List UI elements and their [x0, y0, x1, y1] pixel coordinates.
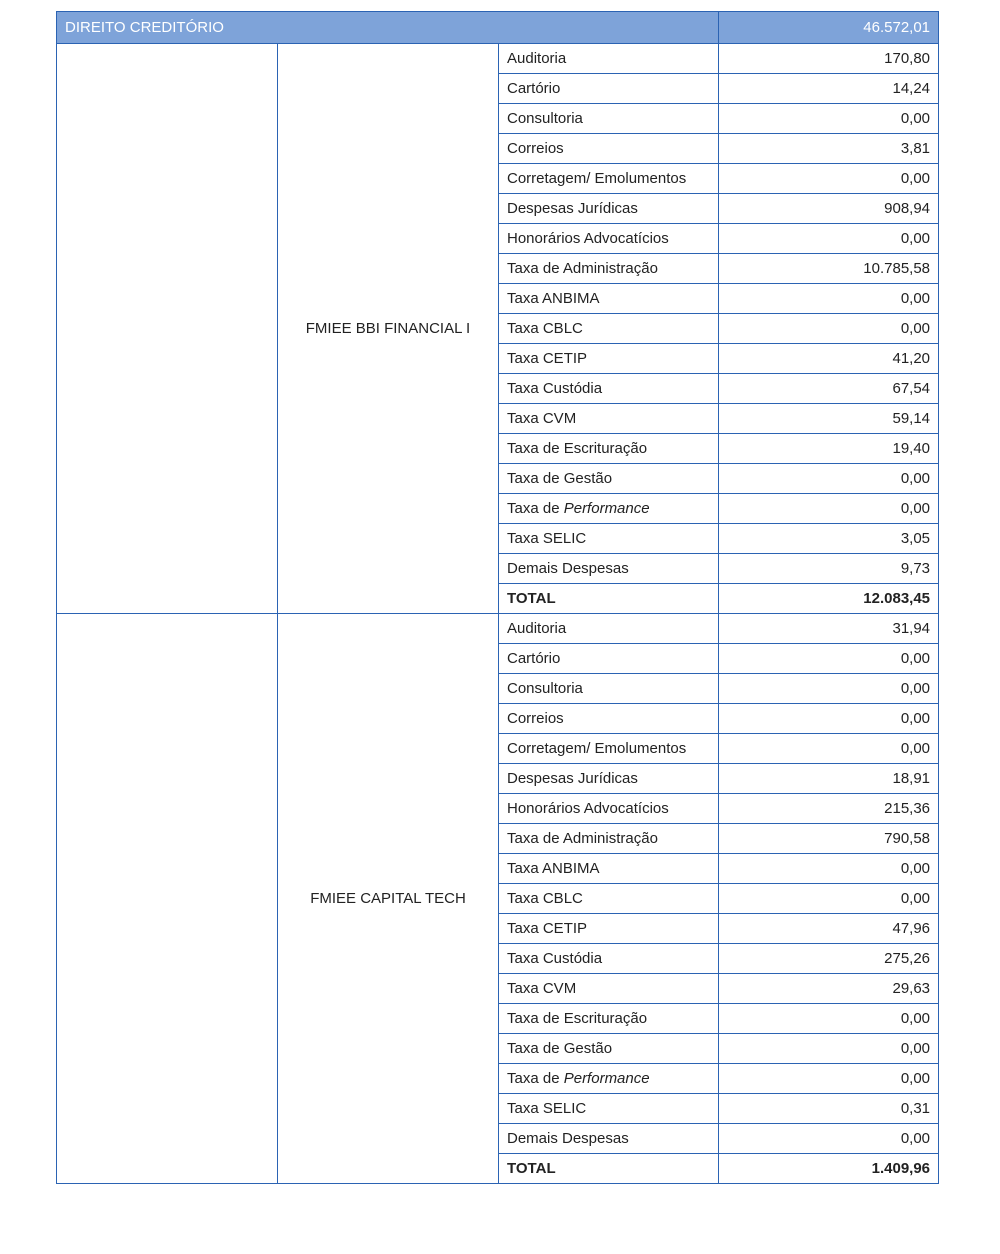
- expense-value: 0,00: [719, 464, 939, 494]
- expense-label: [499, 824, 719, 854]
- expense-label-text: Consultoria: [507, 680, 583, 697]
- expense-value: 0,00: [719, 164, 939, 194]
- group-blank-cell: [57, 614, 278, 1184]
- expense-label-text: Taxa ANBIMA: [507, 860, 600, 877]
- expense-value: 29,63: [719, 974, 939, 1004]
- expense-label: [499, 974, 719, 1004]
- expense-label-text: Taxa Custódia: [507, 380, 603, 397]
- expense-label-text: Taxa SELIC: [507, 530, 587, 547]
- expense-label-text: Taxa CETIP: [507, 920, 588, 937]
- expense-value: 0,31: [719, 1094, 939, 1124]
- expense-value: 9,73: [719, 554, 939, 584]
- expense-label: [499, 794, 719, 824]
- expense-label-text: Taxa SELIC: [507, 1100, 587, 1117]
- expense-value: 215,36: [719, 794, 939, 824]
- expense-value: 0,00: [719, 1004, 939, 1034]
- expense-value: 41,20: [719, 344, 939, 374]
- table-body: [57, 12, 939, 1184]
- expense-value: 3,05: [719, 524, 939, 554]
- expense-label: [499, 344, 719, 374]
- expense-value: 0,00: [719, 1034, 939, 1064]
- expense-label-text: Honorários Advocatícios: [507, 230, 669, 247]
- expense-label-text: Taxa de: [507, 500, 564, 517]
- expense-label: [499, 1094, 719, 1124]
- expense-label: [499, 884, 719, 914]
- expense-label-text: Corretagem/ Emolumentos: [507, 740, 687, 757]
- expense-label-emphasis: Performance: [563, 1070, 650, 1087]
- total-value: 12.083,45: [719, 584, 939, 614]
- expense-label: [499, 434, 719, 464]
- table-row: [57, 44, 939, 74]
- total-label: TOTAL: [499, 584, 719, 614]
- expense-value: 0,00: [719, 1064, 939, 1094]
- expense-label: [499, 374, 719, 404]
- expense-label: [499, 914, 719, 944]
- fund-name: FMIEE CAPITAL TECH: [278, 614, 499, 1184]
- expense-label-text: Correios: [507, 710, 564, 727]
- header-title: DIREITO CREDITÓRIO: [57, 12, 719, 44]
- expense-label: [499, 224, 719, 254]
- expense-value: 0,00: [719, 494, 939, 524]
- expense-label: [499, 674, 719, 704]
- expense-label-text: Demais Despesas: [507, 560, 629, 577]
- expense-label: [499, 734, 719, 764]
- header-value: 46.572,01: [719, 12, 939, 44]
- expense-value: 790,58: [719, 824, 939, 854]
- expense-label-text: Taxa CVM: [507, 980, 577, 997]
- expense-label-text: Taxa de Escrituração: [507, 440, 648, 457]
- expense-label-text: Taxa CBLC: [507, 890, 583, 907]
- credit-rights-table: [56, 11, 939, 1184]
- expense-label-text: Taxa de Gestão: [507, 1040, 613, 1057]
- expense-label: [499, 164, 719, 194]
- expense-label-text: Taxa Custódia: [507, 950, 603, 967]
- expense-label: [499, 194, 719, 224]
- expense-value: 0,00: [719, 314, 939, 344]
- expense-label-text: Taxa de Administração: [507, 260, 658, 277]
- expense-value: 170,80: [719, 44, 939, 74]
- expense-label-text: Taxa CVM: [507, 410, 577, 427]
- expense-value: 59,14: [719, 404, 939, 434]
- expense-label-text: Cartório: [507, 650, 561, 667]
- expense-label: [499, 854, 719, 884]
- header-row: [57, 12, 939, 44]
- expense-value: 0,00: [719, 674, 939, 704]
- expense-value: 31,94: [719, 614, 939, 644]
- expense-label: [499, 74, 719, 104]
- expense-label-text: Taxa de Escrituração: [507, 1010, 648, 1027]
- expense-value: 10.785,58: [719, 254, 939, 284]
- expense-value: 0,00: [719, 854, 939, 884]
- total-label: TOTAL: [499, 1154, 719, 1184]
- expense-label-text: Corretagem/ Emolumentos: [507, 170, 687, 187]
- expense-label: [499, 614, 719, 644]
- expense-label-text: Taxa de Gestão: [507, 470, 613, 487]
- expense-value: 67,54: [719, 374, 939, 404]
- expense-value: 0,00: [719, 884, 939, 914]
- expense-label-text: Consultoria: [507, 110, 583, 127]
- expense-value: 0,00: [719, 1124, 939, 1154]
- expense-label-text: Auditoria: [507, 50, 567, 67]
- expense-label: [499, 764, 719, 794]
- expense-label-text: Auditoria: [507, 620, 567, 637]
- expense-label: [499, 644, 719, 674]
- expense-value: 0,00: [719, 224, 939, 254]
- expense-label-text: Correios: [507, 140, 564, 157]
- expense-value: 0,00: [719, 704, 939, 734]
- expense-label: [499, 524, 719, 554]
- expense-label: [499, 404, 719, 434]
- expense-label: [499, 104, 719, 134]
- expense-label: [499, 284, 719, 314]
- table-row: [57, 614, 939, 644]
- expense-value: 47,96: [719, 914, 939, 944]
- expense-label-text: Taxa CBLC: [507, 320, 583, 337]
- expense-label-text: Taxa de Administração: [507, 830, 658, 847]
- expense-label-text: Honorários Advocatícios: [507, 800, 669, 817]
- expense-value: 19,40: [719, 434, 939, 464]
- expense-label-text: Demais Despesas: [507, 1130, 629, 1147]
- expense-label: [499, 254, 719, 284]
- expense-value: 908,94: [719, 194, 939, 224]
- fund-name: FMIEE BBI FINANCIAL I: [278, 44, 499, 614]
- expense-label: [499, 314, 719, 344]
- expense-label: [499, 1034, 719, 1064]
- expense-label: [499, 704, 719, 734]
- expense-value: 275,26: [719, 944, 939, 974]
- expense-label: [499, 1124, 719, 1154]
- expense-value: 0,00: [719, 734, 939, 764]
- expense-label: [499, 494, 719, 524]
- expense-label: [499, 944, 719, 974]
- expense-label: [499, 134, 719, 164]
- group-blank-cell: [57, 44, 278, 614]
- expense-label: [499, 1064, 719, 1094]
- expense-label-text: Taxa de: [507, 1070, 564, 1087]
- expense-label-emphasis: Performance: [563, 500, 650, 517]
- expense-label: [499, 1004, 719, 1034]
- expense-value: 14,24: [719, 74, 939, 104]
- expense-label-text: Taxa CETIP: [507, 350, 588, 367]
- expense-label-text: Cartório: [507, 80, 561, 97]
- expense-value: 0,00: [719, 104, 939, 134]
- expense-label: [499, 464, 719, 494]
- expense-label-text: Taxa ANBIMA: [507, 290, 600, 307]
- expense-value: 3,81: [719, 134, 939, 164]
- expense-value: 0,00: [719, 644, 939, 674]
- expense-value: 0,00: [719, 284, 939, 314]
- expense-label-text: Despesas Jurídicas: [507, 200, 638, 217]
- expense-label: [499, 44, 719, 74]
- expense-value: 18,91: [719, 764, 939, 794]
- expense-label-text: Despesas Jurídicas: [507, 770, 638, 787]
- total-value: 1.409,96: [719, 1154, 939, 1184]
- expense-label: [499, 554, 719, 584]
